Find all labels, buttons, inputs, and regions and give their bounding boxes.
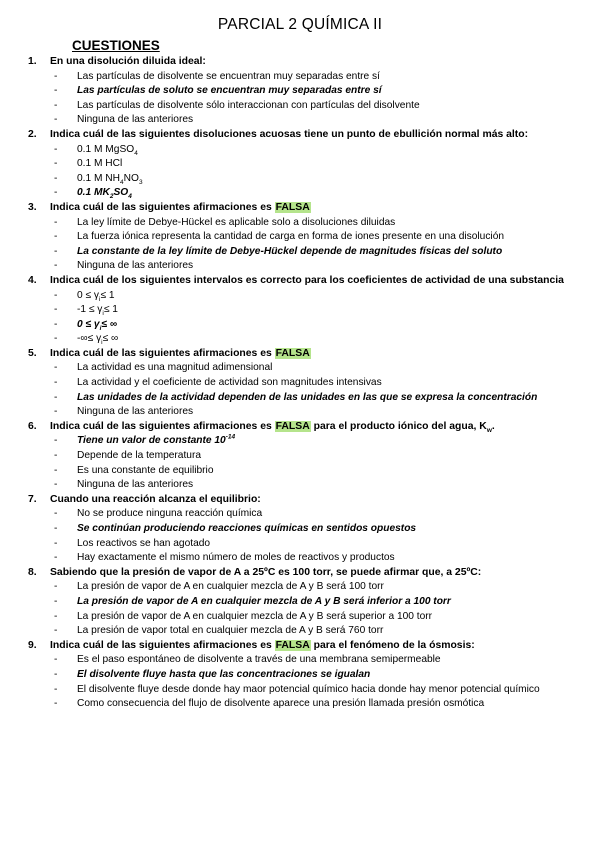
option-text xyxy=(77,216,580,231)
option-item xyxy=(54,478,580,493)
option-item xyxy=(54,259,580,274)
option-label: La ley límite de Debye-Hückel es aplicable solo a disoluciones diluidas xyxy=(77,216,396,228)
question-7 xyxy=(28,493,580,566)
option-label: 0 ≤ γ xyxy=(77,318,100,330)
falsa-highlight: FALSA xyxy=(275,639,310,651)
option-text xyxy=(77,289,580,304)
question-statement: Indica cuál de las siguientes afirmaciones es xyxy=(50,347,272,359)
option-label: La presión de vapor de A en cualquier mezcla de A y B será inferior a 100 torr xyxy=(77,595,451,607)
option-item xyxy=(54,464,580,479)
question-5 xyxy=(28,347,580,420)
option-correct xyxy=(54,318,580,333)
option-text xyxy=(77,697,580,712)
question-header xyxy=(28,201,580,216)
option-text xyxy=(77,70,580,85)
bullet-dash: - xyxy=(54,683,58,695)
bullet-dash: - xyxy=(54,377,58,389)
question-statement: Cuando una reacción alcanza el equilibrio: xyxy=(50,493,261,505)
option-label: La actividad y el coeficiente de actividad son magnitudes intensivas xyxy=(77,377,382,389)
question-header xyxy=(28,566,580,581)
option-item xyxy=(54,376,580,391)
option-label: 0.1 MK xyxy=(77,187,110,199)
option-text xyxy=(77,157,580,172)
question-text xyxy=(50,639,580,654)
bullet-dash: - xyxy=(54,698,58,710)
question-header xyxy=(28,493,580,508)
option-label: Es una constante de equilibrio xyxy=(77,464,214,476)
option-text xyxy=(77,143,580,158)
bullet-dash: - xyxy=(54,479,58,491)
option-label: Ninguna de las anteriores xyxy=(77,479,194,491)
option-item xyxy=(54,551,580,566)
question-statement: Indica cuál de las siguientes afirmaciones es xyxy=(50,420,272,432)
question-statement: Indica cuál de las siguientes afirmaciones es xyxy=(50,639,272,651)
question-list xyxy=(28,55,580,712)
option-label: 0.1 M NH xyxy=(77,172,121,184)
option-item xyxy=(54,332,580,347)
option-text xyxy=(77,186,580,201)
option-correct xyxy=(54,434,580,449)
option-item xyxy=(54,405,580,420)
option-item xyxy=(54,537,580,552)
option-text xyxy=(77,449,580,464)
option-text xyxy=(77,259,580,274)
option-text xyxy=(77,580,580,595)
question-text xyxy=(50,201,580,216)
question-header xyxy=(28,347,580,362)
subscript: 4 xyxy=(134,149,138,157)
options-list xyxy=(28,289,580,347)
question-9 xyxy=(28,639,580,712)
option-label-continued: SO xyxy=(113,187,129,199)
option-label: Depende de la temperatura xyxy=(77,450,202,462)
options-list xyxy=(28,507,580,565)
bullet-dash: - xyxy=(54,85,58,97)
option-item xyxy=(54,157,580,172)
question-text xyxy=(50,274,580,289)
option-item xyxy=(54,361,580,376)
option-text xyxy=(77,522,580,537)
question-2 xyxy=(28,128,580,201)
option-item xyxy=(54,289,580,304)
subscript: 4 xyxy=(120,178,124,186)
bullet-dash: - xyxy=(54,260,58,272)
question-number: 4. xyxy=(28,274,37,286)
option-item xyxy=(54,99,580,114)
option-label: La presión de vapor de A en cualquier mezcla de A y B será superior a 100 torr xyxy=(77,610,433,622)
option-item xyxy=(54,303,580,318)
bullet-dash: - xyxy=(54,435,58,447)
option-label: Ninguna de las anteriores xyxy=(77,406,194,418)
question-number: 9. xyxy=(28,639,37,651)
option-label: Tiene un valor de constante 10 xyxy=(77,435,226,447)
options-list xyxy=(28,143,580,201)
options-list xyxy=(28,361,580,419)
option-text xyxy=(77,361,580,376)
option-label: No se produce ninguna reacción química xyxy=(77,508,263,520)
option-label: El disolvente fluye hasta que las concentraciones se igualan xyxy=(77,668,371,680)
bullet-dash: - xyxy=(54,158,58,170)
option-text xyxy=(77,537,580,552)
question-statement-continued: para el fenómeno de la ósmosis: xyxy=(313,639,475,651)
question-statement-continued: para el producto iónico del agua, K xyxy=(313,420,487,432)
option-item xyxy=(54,697,580,712)
question-statement: En una disolución diluida ideal: xyxy=(50,56,206,67)
option-text xyxy=(77,172,580,187)
options-list xyxy=(28,434,580,492)
bullet-dash: - xyxy=(54,231,58,243)
option-text xyxy=(77,230,580,245)
option-text xyxy=(77,653,580,668)
option-item xyxy=(54,580,580,595)
option-item xyxy=(54,70,580,85)
option-label: La fuerza iónica representa la cantidad de carga en forma de iones presente en una disolución xyxy=(77,231,505,243)
option-correct xyxy=(54,391,580,406)
question-header xyxy=(28,55,580,70)
question-statement: Indica cuál de las siguientes disoluciones acuosas tiene un punto de ebullición normal más alto: xyxy=(50,128,529,140)
option-text xyxy=(77,113,580,128)
option-correct xyxy=(54,84,580,99)
falsa-highlight: FALSA xyxy=(275,201,310,213)
option-label: La actividad es una magnitud adimensional xyxy=(77,362,273,374)
option-label-continued: ≤ ∞ xyxy=(101,318,118,330)
option-text xyxy=(77,683,580,698)
question-6 xyxy=(28,420,580,493)
option-label-continued: ≤ 1 xyxy=(103,304,118,316)
option-label: Los reactivos se han agotado xyxy=(77,537,211,549)
option-text xyxy=(77,595,580,610)
question-8 xyxy=(28,566,580,639)
subscript: i xyxy=(101,339,103,347)
option-label: La constante de la ley límite de Debye-Hückel depende de magnitudes físicas del soluto xyxy=(77,245,503,257)
bullet-dash: - xyxy=(54,245,58,257)
option-label-continued: ≤ ∞ xyxy=(102,333,119,345)
option-correct xyxy=(54,186,580,201)
subscript: 2 xyxy=(109,193,114,201)
question-1 xyxy=(28,55,580,128)
option-item xyxy=(54,172,580,187)
bullet-dash: - xyxy=(54,450,58,462)
bullet-dash: - xyxy=(54,70,58,82)
option-correct xyxy=(54,245,580,260)
bullet-dash: - xyxy=(54,289,58,301)
bullet-dash: - xyxy=(54,391,58,403)
option-item xyxy=(54,143,580,158)
option-label-continued: ≤ 1 xyxy=(100,289,115,301)
question-statement: Indica cuál de los siguientes intervalos es correcto para los coeficientes de actividad de una substancia xyxy=(50,274,564,286)
question-text xyxy=(50,55,580,70)
bullet-dash: - xyxy=(54,464,58,476)
question-text xyxy=(50,566,580,581)
bullet-dash: - xyxy=(54,114,58,126)
option-text xyxy=(77,84,580,99)
bullet-dash: - xyxy=(54,304,58,316)
option-text xyxy=(77,391,580,406)
subscript: i xyxy=(102,310,104,318)
option-text xyxy=(77,478,580,493)
bullet-dash: - xyxy=(54,537,58,549)
question-text xyxy=(50,493,580,508)
option-text xyxy=(77,318,580,333)
options-list xyxy=(28,216,580,274)
option-text xyxy=(77,507,580,522)
option-text xyxy=(77,551,580,566)
question-text xyxy=(50,128,580,143)
bullet-dash: - xyxy=(54,508,58,520)
bullet-dash: - xyxy=(54,362,58,374)
option-label: Como consecuencia del flujo de disolvente aparece una presión llamada presión osmótica xyxy=(77,698,485,710)
option-text xyxy=(77,376,580,391)
bullet-dash: - xyxy=(54,333,58,345)
bullet-dash: - xyxy=(54,406,58,418)
question-number: 2. xyxy=(28,128,37,140)
option-text xyxy=(77,245,580,260)
option-label: Las partículas de soluto se encuentran muy separadas entre sí xyxy=(77,85,382,97)
options-list xyxy=(28,653,580,711)
question-number: 1. xyxy=(28,56,37,67)
option-text xyxy=(77,303,580,318)
option-label: -∞≤ γ xyxy=(77,333,102,345)
option-label: 0.1 M MgSO xyxy=(77,143,135,155)
option-text xyxy=(77,332,580,347)
option-label: La presión de vapor de A en cualquier mezcla de A y B será 100 torr xyxy=(77,581,384,593)
option-label-continued: NO xyxy=(123,172,139,184)
option-label: Ninguna de las anteriores xyxy=(77,260,194,272)
option-label: El disolvente fluye desde donde hay maor potencial químico hacia donde hay menor potencial químico xyxy=(77,683,540,695)
option-label: -1 ≤ γ xyxy=(77,304,103,316)
bullet-dash: - xyxy=(54,172,58,184)
option-label: 0 ≤ γ xyxy=(77,289,100,301)
option-label: Se continúan produciendo reacciones químicas en sentidos opuestos xyxy=(77,523,417,534)
falsa-highlight: FALSA xyxy=(275,347,310,359)
bullet-dash: - xyxy=(54,610,58,622)
option-text xyxy=(77,464,580,479)
falsa-highlight: FALSA xyxy=(275,420,310,432)
option-label: La presión de vapor total en cualquier mezcla de A y B será 760 torr xyxy=(77,625,384,637)
option-item xyxy=(54,113,580,128)
subscript: 3 xyxy=(138,178,143,186)
question-3 xyxy=(28,201,580,274)
option-text xyxy=(77,434,580,449)
option-text xyxy=(77,99,580,114)
question-header xyxy=(28,639,580,654)
option-item xyxy=(54,653,580,668)
bullet-dash: - xyxy=(54,581,58,593)
bullet-dash: - xyxy=(54,143,58,155)
question-number: 7. xyxy=(28,493,37,505)
option-label: Es el paso espontáneo de disolvente a través de una membrana semipermeable xyxy=(77,654,441,666)
subscript: 4 xyxy=(128,193,132,201)
subscript: i xyxy=(99,324,102,332)
question-header xyxy=(28,274,580,289)
option-item xyxy=(54,683,580,698)
question-number: 8. xyxy=(28,566,37,578)
option-correct xyxy=(54,668,580,683)
question-number: 6. xyxy=(28,420,37,432)
bullet-dash: - xyxy=(54,216,58,228)
question-text: Indica cuál de las siguientes afirmaciones es FALSA para el producto iónico del agua, $K_w$. xyxy=(50,420,495,434)
question-text xyxy=(50,347,580,362)
options-list xyxy=(28,70,580,128)
bullet-dash: - xyxy=(54,318,58,330)
bullet-dash: - xyxy=(54,552,58,564)
superscript: -14 xyxy=(225,434,236,442)
question-number: 3. xyxy=(28,201,37,213)
bullet-dash: - xyxy=(54,99,58,111)
question-number: 5. xyxy=(28,347,37,359)
bullet-dash: - xyxy=(54,187,58,199)
section-heading: CUESTIONES xyxy=(72,38,160,53)
option-label: Las partículas de disolvente sólo interaccionan con partículas del disolvente xyxy=(77,99,420,111)
page-title: PARCIAL 2 QUÍMICA II xyxy=(217,16,383,33)
question-statement: Indica cuál de las siguientes afirmaciones es xyxy=(50,201,272,213)
option-correct xyxy=(54,595,580,610)
question-statement: Sabiendo que la presión de vapor de A a 25ºC es 100 torr, se puede afirmar que, a 25ºC: xyxy=(50,566,482,578)
bullet-dash: - xyxy=(54,668,58,680)
option-item xyxy=(54,507,580,522)
option-text xyxy=(77,610,580,625)
subscript: w xyxy=(486,426,492,434)
option-text xyxy=(77,624,580,639)
option-item xyxy=(54,216,580,231)
subscript: i xyxy=(99,295,101,303)
option-text xyxy=(77,405,580,420)
option-item xyxy=(54,449,580,464)
option-label: Las unidades de la actividad dependen de las unidades en las que se expresa la concentración xyxy=(77,391,538,403)
question-header xyxy=(28,420,580,435)
bullet-dash: - xyxy=(54,523,58,534)
bullet-dash: - xyxy=(54,595,58,607)
bullet-dash: - xyxy=(54,654,58,666)
option-text xyxy=(77,668,580,683)
option-label: 0.1 M HCl xyxy=(77,158,123,170)
question-header xyxy=(28,128,580,143)
question-4 xyxy=(28,274,580,347)
option-correct xyxy=(54,522,580,537)
bullet-dash: - xyxy=(54,625,58,637)
option-label: Hay exactamente el mismo número de moles de reactivos y productos xyxy=(77,552,395,564)
options-list xyxy=(28,580,580,638)
option-item xyxy=(54,230,580,245)
option-label: Ninguna de las anteriores xyxy=(77,114,194,126)
option-label: Las partículas de disolvente se encuentran muy separadas entre sí xyxy=(77,70,380,82)
option-item xyxy=(54,610,580,625)
option-item xyxy=(54,624,580,639)
